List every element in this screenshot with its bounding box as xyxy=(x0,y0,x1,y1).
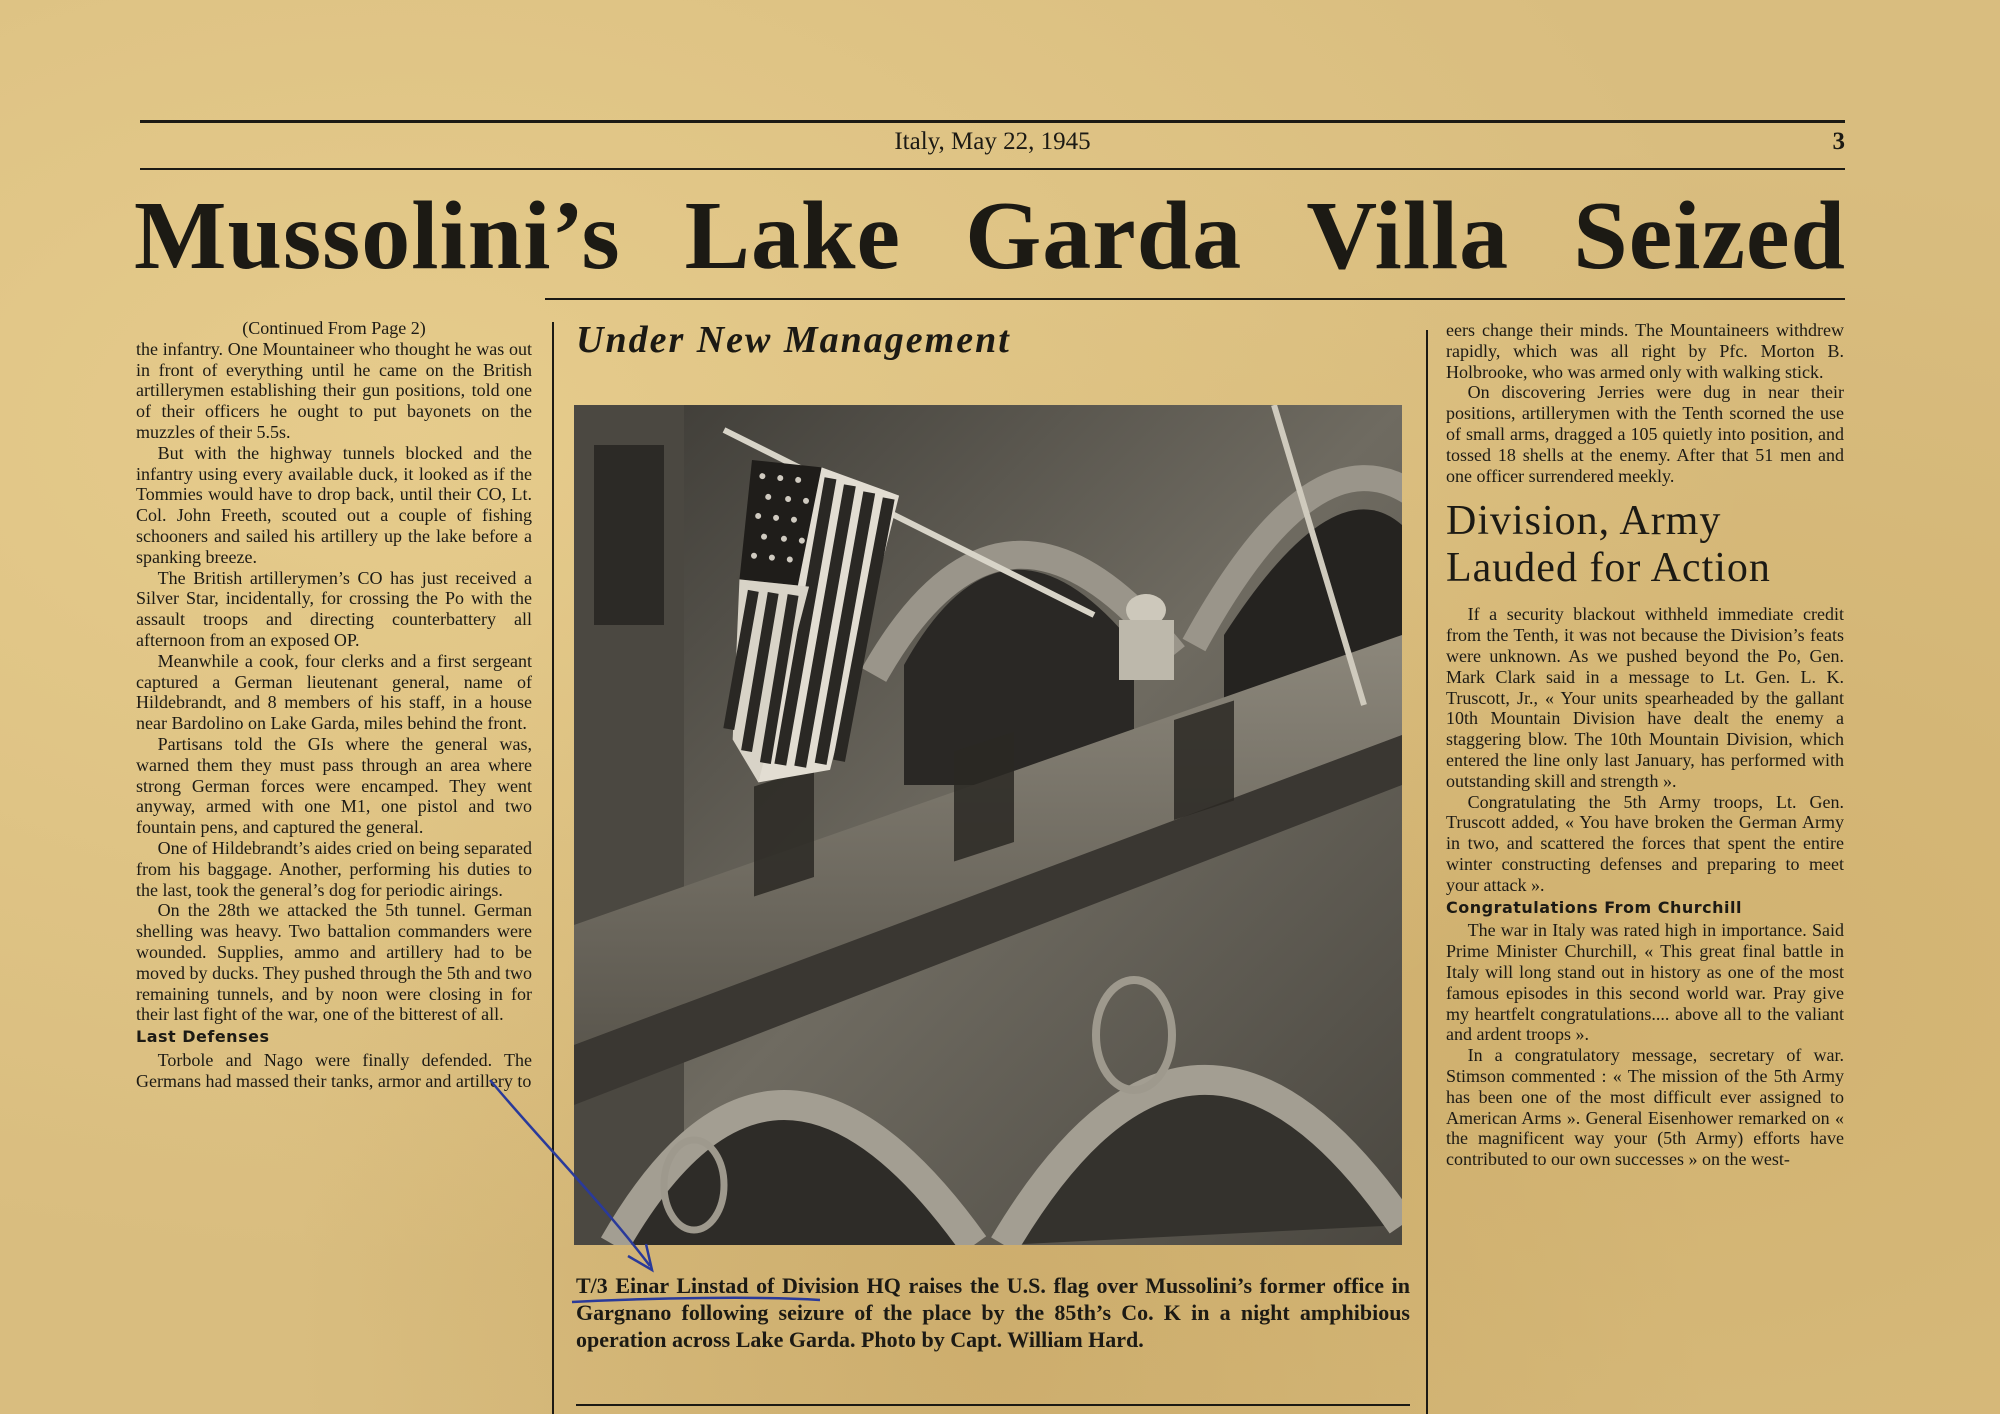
continued-note: (Continued From Page 2) xyxy=(242,318,426,338)
article-paragraph: In a congratulatory message, secretary of war. Stimson commented : « The mission of the 5th Army has been one of the most difficult ever assigned to American Arms ». General Eisenhower remarked on « the magnificent way your (5th Army) efforts have contributed to our own successes » on the west- xyxy=(1446,1045,1844,1170)
article-paragraph: The war in Italy was rated high in importance. Said Prime Minister Churchill, « This great final battle in Italy will long stand out in history as one of the most famous episodes in this second world war. Pray give my heartfelt congratulations.... above all to the valiant and ardent troops ». xyxy=(1446,920,1844,1045)
article-paragraph: Partisans told the GIs where the general was, warned them they must pass through an area where strong German forces were encamped. They went anyway, armed with one M1, one pistol and two fountain pens, and captured the general. xyxy=(136,733,532,838)
dateline-date: Italy, May 22, 1945 xyxy=(894,128,1091,155)
photo-kicker: Under New Management xyxy=(576,319,1011,361)
article-paragraph: One of Hildebrandt’s aides cried on being separated from his baggage. Another, performing his duties to the last, took the general’s dog for periodic airings. xyxy=(136,837,532,900)
article-paragraph: the infantry. One Mountaineer who thought he was out in front of everything until he came on the British artillerymen establishing their gun positions, told one of their officers he ought to put bayonets on the muzzles of their 5.5s. xyxy=(136,338,532,442)
photo-caption: T/3 Einar Linstad of Division HQ raises the U.S. flag over Mussolini’s former office in Gargnano following seizure of the place by the 85th’s Co. K in a night amphibious operation across Lake Garda. Photo by Capt. William Hard. xyxy=(576,1273,1410,1352)
column-divider-left xyxy=(552,322,554,1414)
page-number: 3 xyxy=(1832,128,1845,155)
headline-word: Villa xyxy=(1306,182,1510,290)
dateline-bottom-rule xyxy=(140,168,1845,170)
article-paragraph: eers change their minds. The Mountaineers withdrew rapidly, which was all right by Pfc. Morton B. Holbrooke, who was armed only with walking stick. xyxy=(1446,320,1844,382)
dateline xyxy=(140,128,1845,158)
headline-word: Mussolini’s xyxy=(134,182,621,290)
article-paragraph: Torbole and Nago were finally defended. The Germans had massed their tanks, armor and artillery to xyxy=(136,1049,532,1091)
subhead-last-defenses: Last Defenses xyxy=(136,1027,270,1047)
headline-bottom-rule xyxy=(545,298,1845,300)
article-paragraph: If a security blackout withheld immediate credit from the Tenth, it was not because the Division’s feats were unknown. As we pushed beyond the Po, Gen. Mark Clark said in a message to Lt. Gen. L. K. Truscott, Jr., « Your units spearheaded by the gallant 10th Mountain Division have dealt the enemy a staggering blow. The 10th Mountain Division, which entered the line only last January, has performed with outstanding skill and strength ». xyxy=(1446,604,1844,791)
top-rule xyxy=(140,120,1845,123)
article-paragraph: Congratulating the 5th Army troops, Lt. Gen. Truscott added, « You have broken the German Army in two, and scattered the forces that spent the entire winter constructing defenses and preparing to meet your attack ». xyxy=(1446,791,1844,895)
article-paragraph: The British artillerymen’s CO has just received a Silver Star, incidentally, for crossing the Po with the assault troops and directing counterbattery all afternoon from an exposed OP. xyxy=(136,567,532,650)
article-paragraph: Meanwhile a cook, four clerks and a first sergeant captured a German lieutenant general, name of Hildebrandt, and 8 members of his staff, in a house near Bardolino on Lake Garda, miles behind the front. xyxy=(136,650,532,734)
caption-bottom-rule xyxy=(576,1404,1410,1406)
headline-word: Lake xyxy=(684,182,902,290)
headline xyxy=(134,180,1846,292)
pen-arrowhead-icon xyxy=(628,1244,652,1270)
photo-flag-balcony xyxy=(574,405,1402,1245)
right-column xyxy=(1446,320,1844,1170)
article-paragraph: But with the highway tunnels blocked and the infantry using every available duck, it looked as if the Tommies would have to drop back, until their CO, Lt. Col. John Freeth, scouted out a couple of fishing schooners and sailed his artillery up the lake before a spanking breeze. xyxy=(136,442,532,567)
article-paragraph: On discovering Jerries were dug in near their positions, artillerymen with the Tenth scorned the use of small arms, dragged a 105 quietly into position, and tossed 18 shells at the enemy. After that 51 men and one officer surrendered meekly. xyxy=(1446,382,1844,486)
column-divider-right xyxy=(1426,330,1428,1414)
subhead-churchill: Congratulations From Churchill xyxy=(1446,897,1742,917)
section-title: Division, Army Lauded for Action xyxy=(1446,498,1771,592)
article-paragraph: On the 28th we attacked the 5th tunnel. German shelling was heavy. Two battalion commanders were wounded. Supplies, ammo and artillery had to be moved by ducks. They pushed through the 5th and two remaining tunnels, and by noon were closing in for their last fight of the war, one of the bitterest of all. xyxy=(136,900,532,1025)
headline-word: Seized xyxy=(1573,182,1846,290)
headline-word: Garda xyxy=(965,182,1243,290)
left-column xyxy=(136,318,532,1091)
news-photo xyxy=(574,405,1402,1245)
